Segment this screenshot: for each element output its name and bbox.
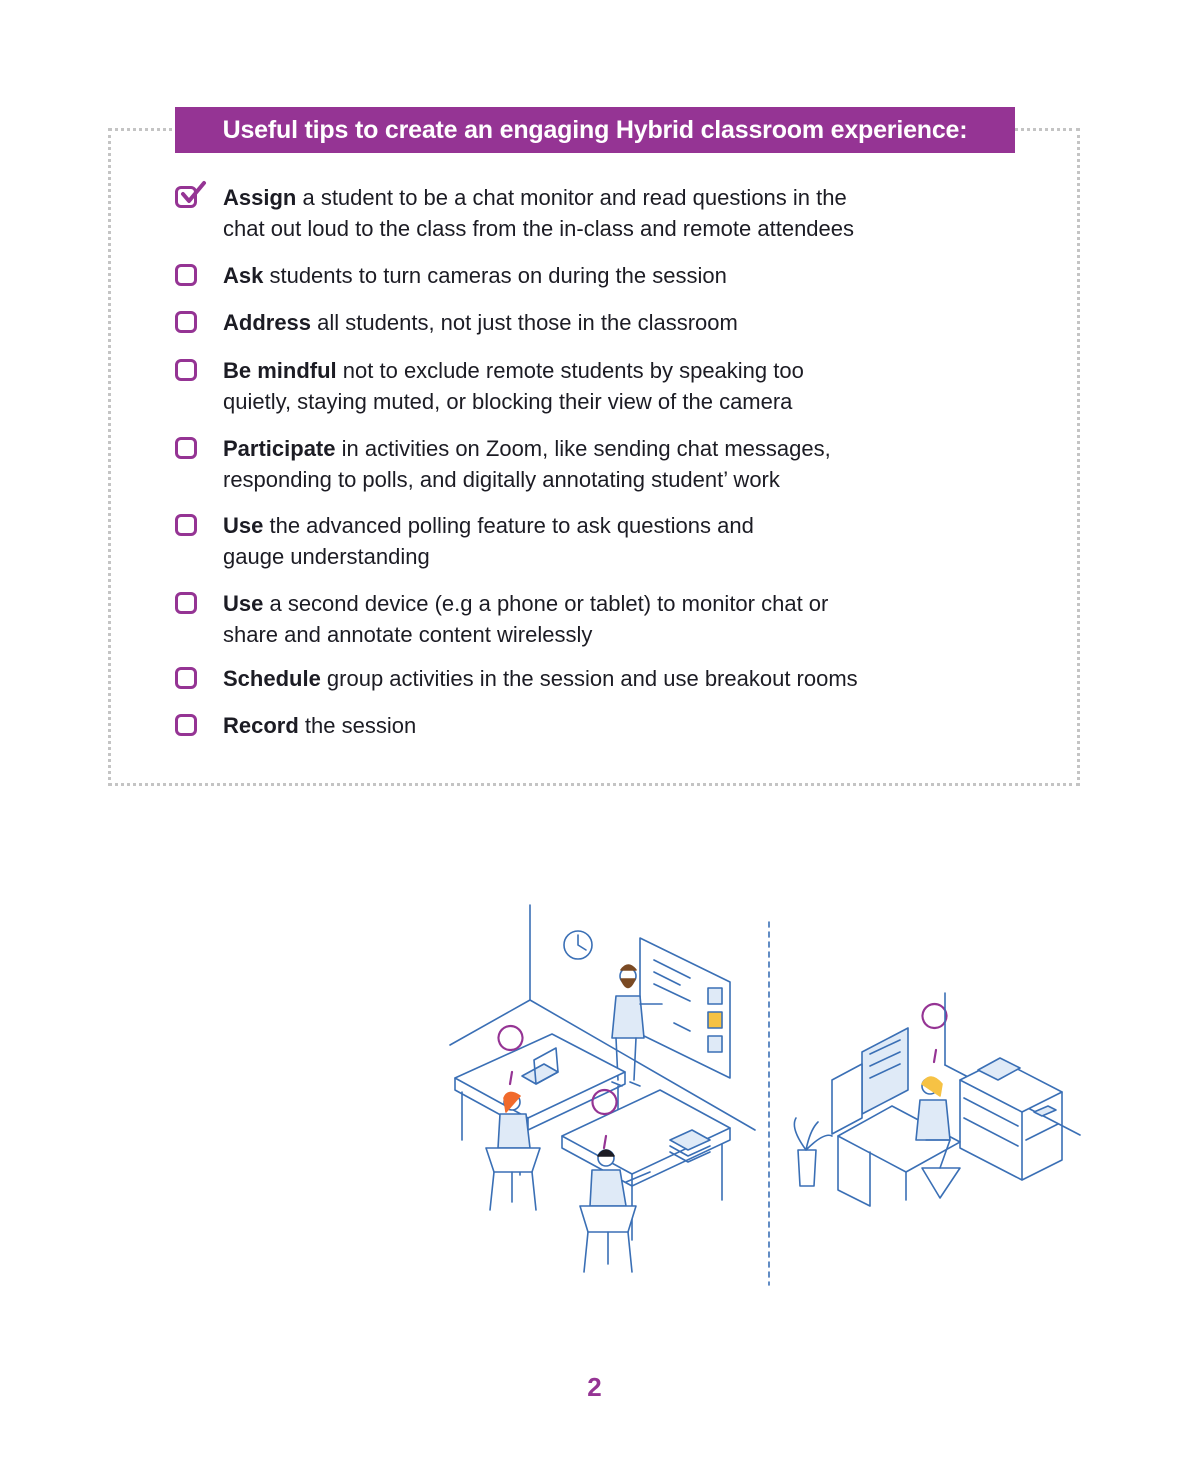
tip-keyword: Address [223,310,312,335]
tip-text: Address all students, not just those in the classroom [223,310,738,335]
checkbox-icon[interactable] [175,514,197,536]
whiteboard-icon [640,938,730,1078]
tip-item [175,307,955,338]
tip-item [175,260,955,291]
tip-keyword: Use [223,591,264,616]
checkbox-icon[interactable] [175,437,197,459]
checkbox-icon[interactable] [175,359,197,381]
tip-item [175,710,955,741]
checkbox-icon[interactable] [175,714,197,736]
tip-text: Ask students to turn cameras on during the session [223,263,727,288]
tip-text: Participate in activities on Zoom, like sending chat messages, responding to polls, and digitally annotating student’ work [223,436,831,492]
tip-item [175,588,955,650]
checkbox-icon[interactable] [175,311,197,333]
tip-text: Use the advanced polling feature to ask questions and gauge understanding [223,513,754,569]
tip-keyword: Be mindful [223,358,337,383]
tip-text: Schedule group activities in the session and use breakout rooms [223,666,858,691]
tip-keyword: Record [223,713,299,738]
tip-keyword: Assign [223,185,297,210]
tip-keyword: Participate [223,436,336,461]
tip-text: Assign a student to be a chat monitor and read questions in the chat out loud to the class from the in-class and remote attendees [223,185,855,241]
checkbox-icon[interactable] [175,667,197,689]
remote-worker-figure [916,1077,960,1198]
tip-keyword: Schedule [223,666,321,691]
tip-item [175,355,955,417]
checkbox-icon[interactable] [175,592,197,614]
checked-checkbox-icon[interactable] [175,186,197,208]
tip-item [175,510,955,572]
tip-item [175,663,955,694]
tip-text: Record the session [223,713,417,738]
page-number: 2 [587,1372,602,1402]
tip-text: Use a second device (e.g a phone or tablet) to monitor chat or share and annotate content wirelessly [223,591,829,647]
tips-banner-title: Useful tips to create an engaging Hybrid classroom experience: [175,107,1015,153]
tip-keyword: Use [223,513,264,538]
clock-icon [564,931,592,959]
tip-text: Be mindful not to exclude remote students by speaking too quietly, staying muted, or blocking their view of the camera [223,358,804,414]
tip-keyword: Ask [223,263,264,288]
hybrid-classroom-illustration [440,900,1090,1290]
plant-icon [794,1118,832,1186]
tip-item [175,182,955,244]
checkbox-icon[interactable] [175,264,197,286]
cabinet-icon [960,1058,1062,1180]
tip-item [175,433,955,495]
